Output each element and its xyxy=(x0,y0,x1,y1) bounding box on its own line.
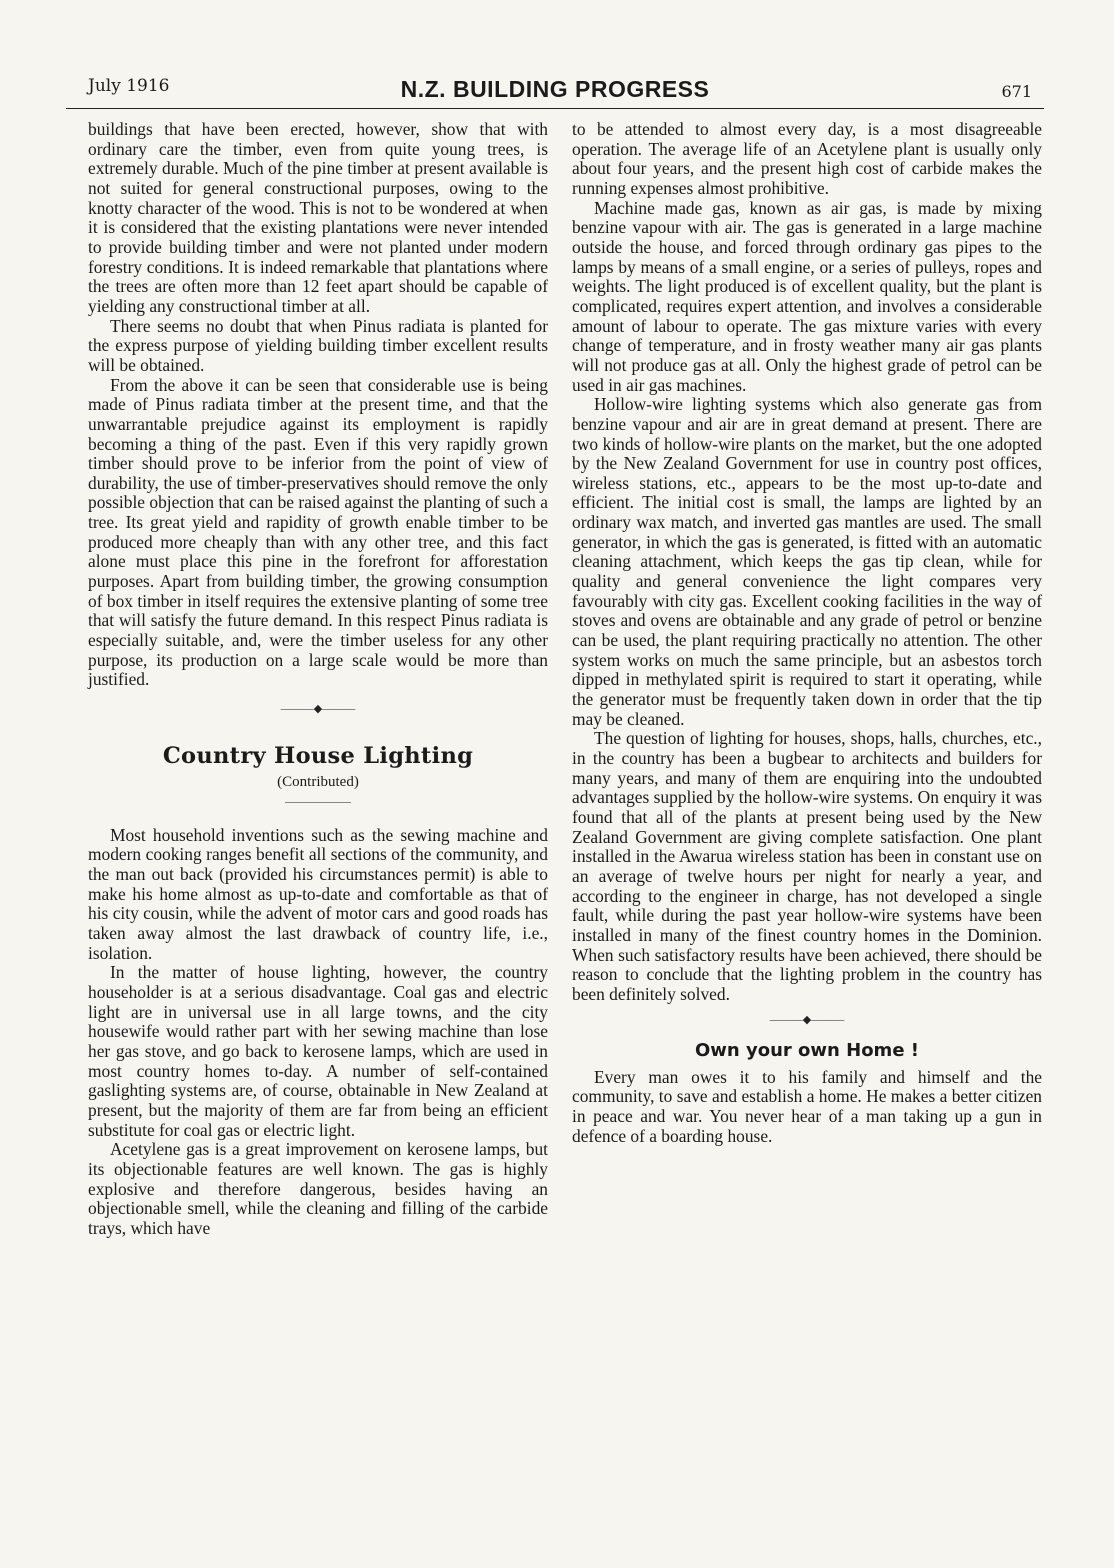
paragraph: Machine made gas, known as air gas, is made by mixing benzine vapour with air. The gas is generated in a large machine outside the house, and forced through ordinary gas pipes to the lamps by means of a small engine, or a series of pulleys, ropes and weights. The light produced is of excellent quality, but the plant is complicated, requires expert attention, and involves a considerable amount of labour to operate. The gas mixture varies with every change of temperature, and in frosty weather many air gas plants will not produce gas at all. Only the highest grade of petrol can be used in air gas machines. xyxy=(572,197,1042,395)
paragraph: Most household inventions such as the sewing machine and modern cooking ranges benefit all sections of the community, and the man out back (provided his circumstances permit) is able to make his home almost as up-to-date and comfortable as that of his city cousin, while the advent of motor cars and good roads has taken away almost the last drawback of country life, i.e., isolation. xyxy=(88,824,548,963)
paragraph: buildings that have been erected, however, show that with ordinary care the timber, even from quite young trees, is extremely durable. Much of the pine timber at present available is not suited for general constructional purposes, owing to the knotty character of the wood. This is not to be wondered at when it is considered that the existing plantations were never intended to provide building timber and were not planted under modern forestry conditions. It is indeed remarkable that plantations where the trees are often more than 12 feet apart should be capable of yielding any constructional timber at all. xyxy=(88,119,548,316)
paragraph: Hollow-wire lighting systems which also generate gas from benzine vapour and air are in great demand at present. There are two kinds of hollow-wire plants on the market, but the one adopted by the New Zealand Government for use in country post offices, wireless stations, etc., appears to be the most up-to-date and efficient. The initial cost is small, the lamps are lighted by an ordinary wax match, and inverted gas mantles are used. The small generator, in which the gas is generated, is fitted with an automatic cleaning attachment, which keeps the gas tip clean, while for quality and general convenience the light compares very favourably with city gas. Excellent cooking facilities in the way of stoves and ovens are obtainable and any grade of petrol or benzine can be used, the plant requiring practically no attention. The other system works on much the same principle, but an asbestos torch dipped in methylated spirit is required to start it operating, while the generator must be frequently taken down in order that the tip may be cleaned. xyxy=(572,394,1042,729)
article-title: Country House Lighting xyxy=(162,743,474,770)
byline-rule: —————— xyxy=(285,795,351,808)
page-number: 671 xyxy=(1001,82,1032,101)
section-separator: ———◆——— xyxy=(280,703,356,716)
page-header xyxy=(66,74,1044,109)
left-column xyxy=(88,120,548,1238)
article-byline: (Contributed) xyxy=(277,774,359,791)
paragraph: From the above it can be seen that considerable use is being made of Pinus radiata timber at the present time, and that the unwarrantable prejudice against its employment is rapidly becoming a thing of the past. Even if this very rapidly grown timber should prove to be inferior from the point of view of durability, the use of timber-preservatives should remove the only possible objection that can be raised against the planting of such a tree. Its great yield and rapidity of growth enable timber to be produced more cheaply than with any other tree, and this fact alone must place this pine in the forefront for afforestation purposes. Apart from building timber, the growing consumption of box timber in itself requires the extensive planting of some tree that will satisfy the future demand. In this respect Pinus radiata is especially suitable, and, were the timber useless for any other purpose, its production on a large scale would be more than justified. xyxy=(88,374,548,690)
paragraph: Acetylene gas is a great improvement on kerosene lamps, but its objectionable features are well known. The gas is highly explosive and therefore dangerous, besides having an objectionable smell, while the cleaning and filling of the carbide trays, which have xyxy=(88,1139,548,1238)
box-title: Own your own Home ! xyxy=(694,1039,919,1061)
right-column xyxy=(572,120,1042,1146)
section-separator: ———◆——— xyxy=(769,1013,845,1026)
paragraph: There seems no doubt that when Pinus radiata is planted for the express purpose of yielding building timber excellent results will be obtained. xyxy=(88,315,548,375)
issue-date: July 1916 xyxy=(88,76,170,96)
paragraph: to be attended to almost every day, is a most disagreeable operation. The average life of an Acetylene plant is usually only about four years, and the present high cost of carbide makes the running expenses almost prohibitive. xyxy=(572,119,1042,198)
paragraph: Every man owes it to his family and himself and the community, to save and establish a home. He makes a better citizen in peace and war. You never hear of a man taking up a gun in defence of a boarding house. xyxy=(572,1066,1042,1146)
paragraph: In the matter of house lighting, however, the country householder is at a serious disadvantage. Coal gas and electric light are in universal use in all large towns, and the city housewife would rather part with her sewing machine than lose her gas stove, and go back to kerosene lamps, which are used in most country homes to-day. A number of self-contained gaslighting systems are, of course, obtainable in New Zealand at present, but the majority of them are far from being an efficient substitute for coal gas or electric light. xyxy=(88,962,548,1140)
paragraph: The question of lighting for houses, shops, halls, churches, etc., in the country has been a bugbear to architects and builders for many years, and many of them are enquiring into the undoubted advantages supplied by the hollow-wire systems. On enquiry it was found that all of the plants at present being used by the New Zealand Government are giving complete satisfaction. One plant installed in the Awarua wireless station has been in constant use on an average of twelve hours per night for nearly a year, and according to the engineer in charge, has not developed a single fault, while during the past year hollow-wire systems have been installed in many of the finest country homes in the Dominion. When such satisfactory results have been achieved, there should be reason to conclude that the lighting problem in the country has been definitely solved. xyxy=(572,728,1042,1004)
publication-title: N.Z. BUILDING PROGRESS xyxy=(400,76,710,102)
